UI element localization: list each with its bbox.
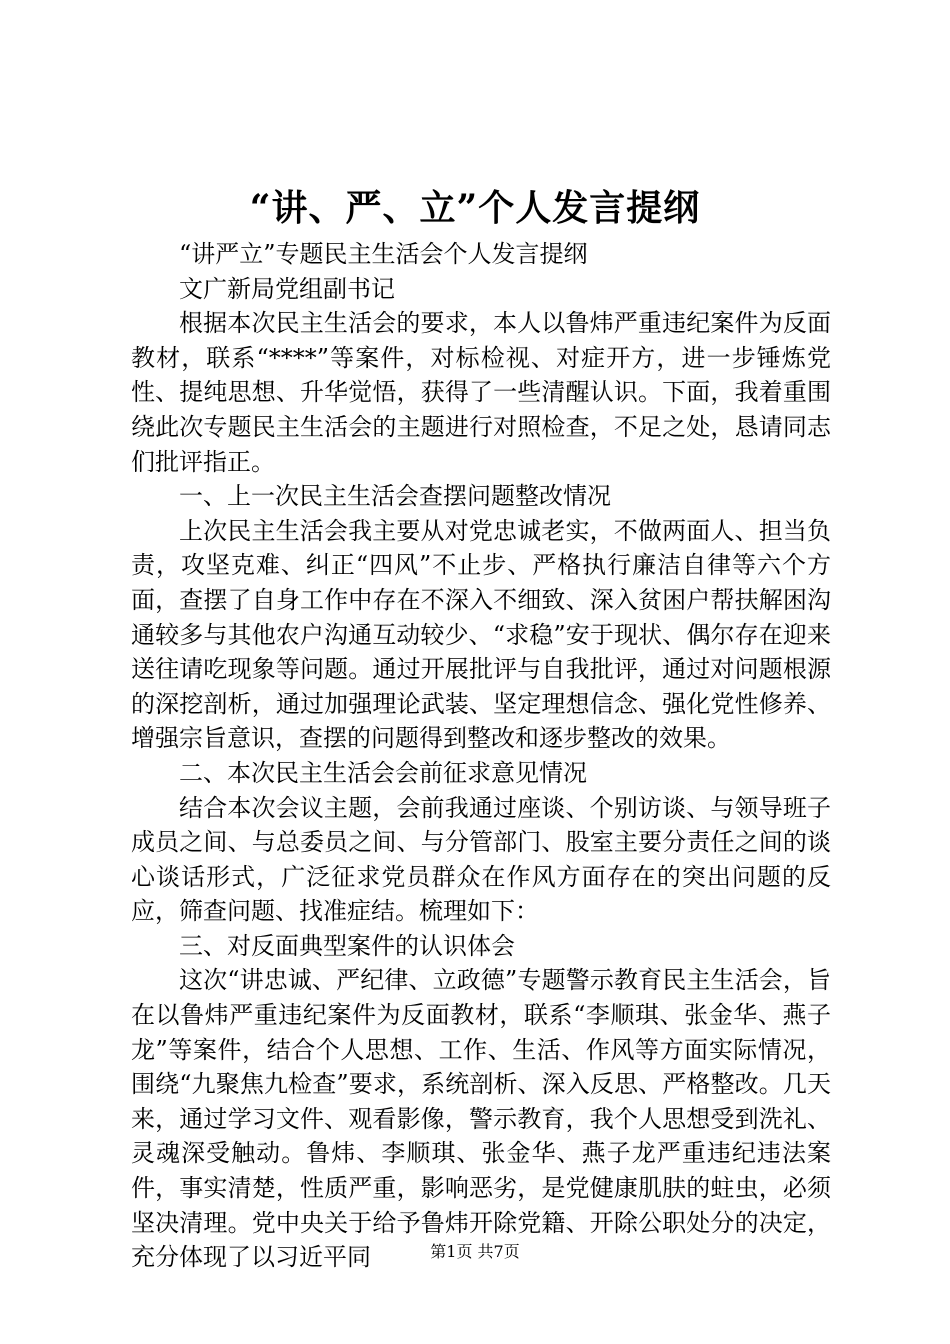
author-line: 文广新局党组副书记	[179, 274, 395, 303]
paragraph: 上次民主生活会我主要从对党忠诚老实，不做两面人、担当负责，攻坚克难、纠正“四风”不止步、严格执行廉洁自律等六个方面，查摆了自身工作中存在不深入不细致、深入贫困户帮扶解困沟通较多与其他农户沟通互动较少、“求稳”安于现状、偶尔存在迎来送往请吃现象等问题。通过开展批评与自我批评，通过对问题根源的深挖剖析，通过加强理论武装、坚定理想信念、强化党性修养、增强宗旨意识，查摆的问题得到整改和逐步整改的效果。	[131, 516, 831, 753]
subtitle: “讲严立”专题民主生活会个人发言提纲	[179, 240, 588, 268]
page-number: 第1页 共7页	[430, 1242, 520, 1261]
document-body	[131, 237, 831, 1275]
section-heading: 一、上一次民主生活会查摆问题整改情况	[179, 482, 611, 511]
paragraph: 根据本次民主生活会的要求，本人以鲁炜严重违纪案件为反面教材，联系“****”等案件，对标检视、对症开方，进一步锤炼党性、提纯思想、升华觉悟，获得了一些清醒认识。下面，我着重围绕此次专题民主生活会的主题进行对照检查，不足之处，恳请同志们批评指正。	[131, 309, 831, 476]
section-heading: 三、对反面典型案件的认识体会	[179, 931, 515, 960]
paragraph: 这次“讲忠诚、严纪律、立政德”专题警示教育民主生活会，旨在以鲁炜严重违纪案件为反面教材，联系“李顺琪、张金华、燕子龙”等案件，结合个人思想、工作、生活、作风等方面实际情况，围绕“九聚焦九检查”要求，系统剖析、深入反思、严格整改。几天来，通过学习文件、观看影像，警示教育，我个人思想受到洗礼、灵魂深受触动。鲁炜、李顺琪、张金华、燕子龙严重违纪违法案件，事实清楚，性质严重，影响恶劣，是党健康肌肤的蛀虫，必须坚决清理。党中央关于给予鲁炜开除党籍、开除公职处分的决定，充分体现了以习近平同	[131, 966, 831, 1272]
paragraph: 结合本次会议主题，会前我通过座谈、个别访谈、与领导班子成员之间、与总委员之间、与分管部门、股室主要分责任之间的谈心谈话形式，广泛征求党员群众在作风方面存在的突出问题的反应，筛查问题、找准症结。梳理如下：	[131, 793, 831, 926]
document-title: “讲、严、立”个人发言提纲	[249, 187, 701, 229]
section-heading: 二、本次民主生活会会前征求意见情况	[179, 758, 587, 787]
